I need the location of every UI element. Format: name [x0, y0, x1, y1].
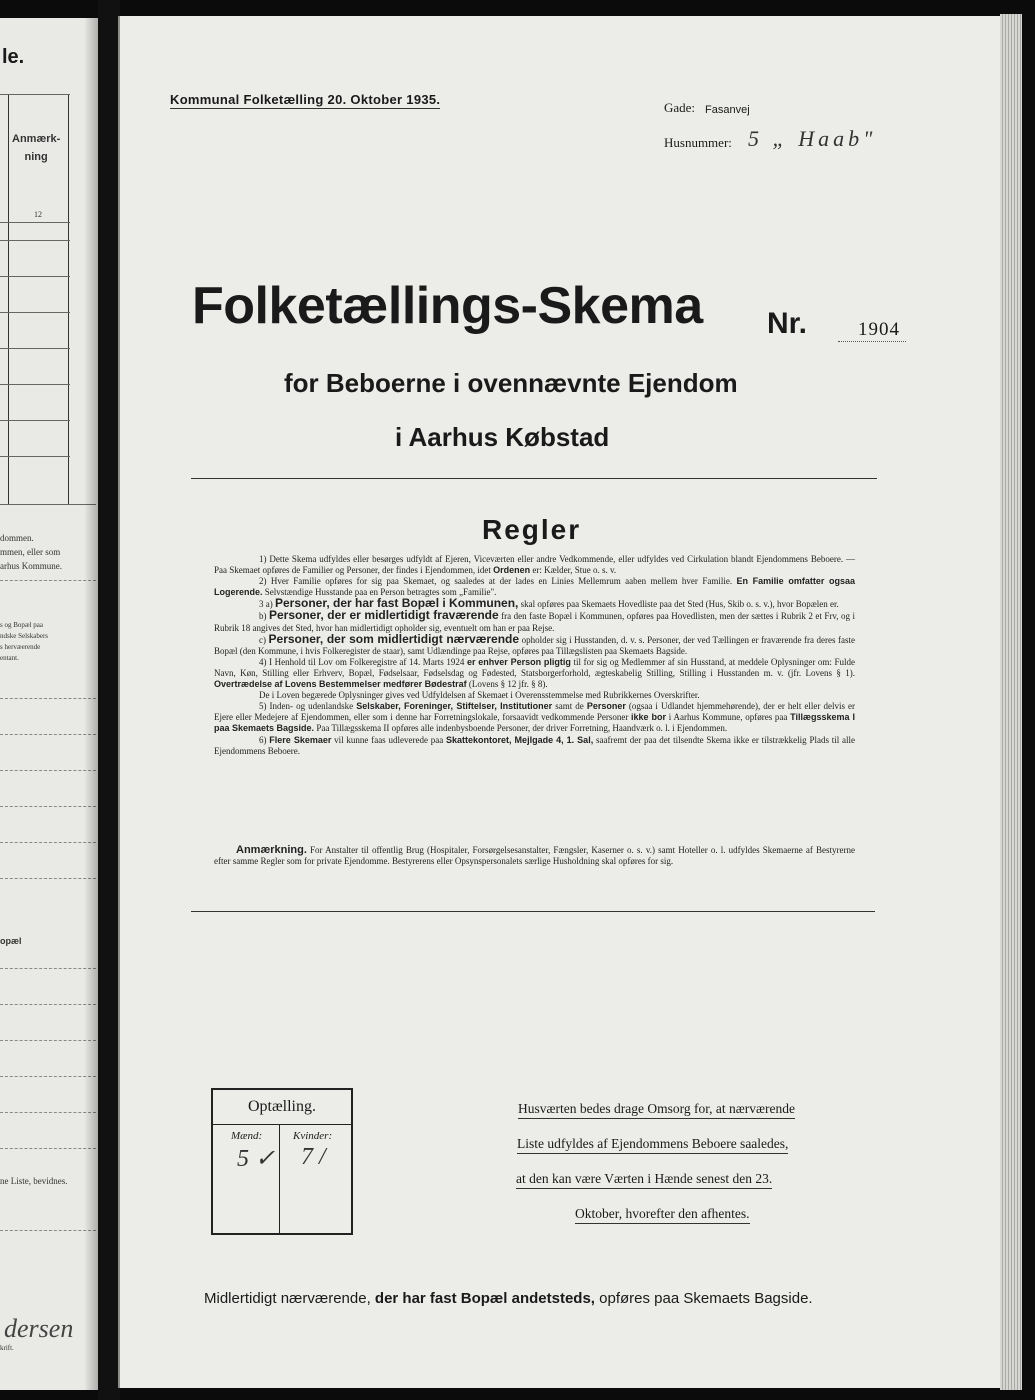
rule-text: (Lovens § 12 jfr. § 8).	[466, 679, 548, 690]
left-page-rule	[0, 420, 70, 421]
remark-text: For Anstalter til offentlig Brug (Hospitaler, Forsørgelsesanstalter, Fængsler, Kaserner o. s. v.) samt Hoteller o. l. udfyldes Skemaerne af Bestyrerne efter samme Regler som for private Ejendomme. Bestyrerens eller Opsynspersonalets særlige Husholdning skal opføres for sig.	[214, 845, 855, 867]
rule-text: er: Kælder, Stue o. s. v.	[530, 565, 617, 576]
rule-emphasis: Ordenen	[493, 565, 531, 576]
rule-text: samt de	[552, 701, 587, 712]
street-value: Fasanvej	[705, 104, 750, 116]
left-page-rule	[0, 240, 70, 241]
left-page-dotted-line	[0, 806, 96, 808]
rule-1	[214, 554, 855, 576]
count-box-divider	[279, 1124, 280, 1233]
left-page-text: mmen, eller som	[0, 547, 61, 557]
footer-emphasis: der har fast Bopæl andetsteds,	[374, 1290, 595, 1307]
remark-paragraph	[214, 845, 855, 868]
left-page-text: ndske Selskabers	[0, 632, 49, 640]
remark-block	[214, 845, 855, 868]
rule-emphasis: ikke bor	[631, 712, 667, 723]
rule-emphasis: Selskaber, Foreninger, Stiftelser, Institutioner	[356, 701, 553, 712]
left-page-title: le.	[2, 46, 25, 68]
left-page-dotted-line	[0, 968, 96, 970]
rule-text: Selvstændige Husstande paa en Person betragtes som „Familie".	[262, 587, 497, 598]
house-number-label: Husnummer:	[664, 135, 732, 150]
left-page-dotted-line	[0, 842, 96, 844]
rule-text: 4) I Henhold til Lov om Folkeregistre af 14. Marts 1924	[259, 656, 467, 667]
left-page-text: arhus Kommune.	[0, 561, 62, 571]
rule-text: skal opføres paa Skemaets Hovedliste paa det Sted (Hus, Skib o. s. v.), hvor Bopælen er.	[518, 599, 839, 610]
left-page-rule	[0, 222, 70, 223]
rule-text: 1) Dette Skema udfyldes eller besørges udfyldt af Ejeren, Viceværten eller andre Vedkommende, eller udfyldes ved Cirkulation blandt Ejendommens Beboere. — Paa Skemaet opføres de Familier og Personer, der findes i Ejendommen, idet	[214, 554, 855, 576]
host-notice-line: Oktober, hvorefter den afhentes.	[575, 1206, 750, 1224]
left-page-dotted-line	[0, 878, 96, 880]
rule-text: 5) Inden- og udenlandske	[259, 701, 357, 712]
left-page-text: s og Bopæl paa	[0, 621, 43, 629]
host-notice-line: at den kan være Værten i Hænde senest den 23.	[516, 1171, 772, 1189]
left-page-column-header: Anmærk- ning	[12, 133, 61, 163]
rule-5	[214, 701, 855, 734]
census-header: Kommunal Folketælling 20. Oktober 1935.	[170, 92, 441, 107]
left-page-dotted-line	[0, 580, 96, 582]
rule-emphasis: Personer, der har fast Bopæl i Kommunen,	[275, 596, 519, 611]
rule-text: 6)	[259, 734, 270, 745]
rule-text: b)	[259, 611, 269, 622]
left-page-dotted-line	[0, 1076, 96, 1078]
left-page-text: s hervæerende	[0, 643, 41, 651]
rule-emphasis: Personer, der er midlertidigt fraværende	[268, 608, 499, 623]
form-number-label: Nr.	[767, 307, 808, 340]
left-page-rule	[0, 348, 70, 349]
form-subtitle-city: i Aarhus Købstad	[395, 422, 610, 452]
rule-4-note	[214, 690, 855, 701]
left-page-text: opæl	[0, 936, 22, 946]
rules-body	[214, 554, 855, 757]
divider	[191, 911, 875, 912]
rule-emphasis: Tillægsskema I paa Skemaets Bagside.	[214, 712, 855, 734]
form-number-value: 1904	[858, 319, 900, 340]
left-page-fragment	[0, 18, 100, 1390]
women-label: Kvinder:	[293, 1130, 333, 1142]
rule-text: opholder sig i Husstanden, d. v. s. Personer, der ved Tællingen er fraværende fra deres faste Bopæl (den Kommune, i hvis Folkeregister de staar), samt Udlændinge paa Rejse, opføres paa Tillægslisten paa Skemaets Bagside.	[214, 634, 856, 656]
men-count: 5 ✓	[237, 1146, 276, 1172]
rule-text: fra den faste Bopæl i Kommunen, opføres paa Hovedlisten, men der sættes i Rubrik 2 et Frv, og i Rubrik 18 angives det Sted, hvor han midlertidigt opholder sig, eventuelt om han er paa Rejse.	[214, 611, 855, 633]
left-page-text: dommen.	[0, 533, 34, 543]
rule-text: i Aarhus Kommune, opføres paa	[666, 712, 791, 723]
rule-emphasis: Personer	[586, 701, 626, 712]
rule-2	[214, 576, 855, 598]
left-page-dotted-line	[0, 1040, 96, 1042]
count-box	[211, 1088, 353, 1235]
left-page-dotted-line	[0, 1148, 96, 1150]
rule-emphasis: Personer, der som midlertidigt nærværende	[268, 631, 520, 646]
rule-text: til for sig og Medlemmer af sin Husstand, at meddele Oplysninger om: Fulde Navn, Køn, Stilling eller Erhverv, Bopæl, Fødselsaar, Fødselsdag og Fødested, Statsborgerforhold, ægteskabelig Stilling, Stilling i Husstanden m. v. (jfr. Lovens § 1).	[214, 656, 855, 678]
rule-emphasis: Overtrædelse af Lovens Bestemmelser medfører Bødestraf	[214, 679, 467, 690]
rules-heading: Regler	[482, 514, 582, 545]
rule-emphasis: Skattekontoret, Mejlgade 4, 1. Sal,	[446, 734, 594, 745]
book-spine	[98, 0, 120, 1400]
count-box-title: Optælling.	[213, 1090, 351, 1125]
rule-text: (ogsaa i Udlandet hjemmehørende), der er helt eller delvis er Ejere eller Medejere af Ejendommen, eller som i denne har Forretningslokale, forsaavidt vedkommende Personer	[214, 701, 856, 723]
left-page-rule	[0, 384, 70, 385]
rule-6	[214, 735, 855, 757]
left-page-text: ne Liste, bevidnes.	[0, 1176, 68, 1186]
form-subtitle: for Beboerne i ovennævnte Ejendom	[284, 368, 738, 398]
left-page-rule	[0, 312, 70, 313]
left-page-rule	[0, 456, 70, 457]
rule-text: vil kunne faas udleverede paa	[331, 734, 447, 745]
rule-emphasis: En Familie omfatter ogsaa Logerende.	[214, 576, 855, 598]
left-page-text: krift.	[0, 1344, 14, 1352]
left-page-dotted-line	[0, 734, 96, 736]
form-number-line	[838, 341, 906, 342]
rule-text: saafremt der paa det tilsendte Skema ikke er tilstrækkelig Plads til alle Ejendommens Beboere.	[214, 734, 856, 756]
rule-text: De i Loven begærede Oplysninger gives ved Udfyldelsen af Skemaet i Overensstemmelse med Rubrikkernes Overskrifter.	[259, 690, 700, 701]
host-notice-line: Liste udfyldes af Ejendommens Beboere saaledes,	[517, 1136, 788, 1154]
rule-emphasis: Flere Skemaer	[269, 734, 332, 745]
divider	[191, 478, 877, 479]
left-page-column-number: 12	[34, 210, 42, 219]
left-page-column-line	[68, 94, 69, 504]
host-notice-line: Husværten bedes drage Omsorg for, at nærværende	[518, 1101, 795, 1119]
left-page-dotted-line	[0, 770, 96, 772]
left-page-rule	[0, 504, 96, 505]
left-page-column-line	[8, 94, 9, 504]
remark-label: Anmærkning.	[236, 844, 307, 856]
page-shadow	[84, 18, 98, 1390]
rule-text: c)	[259, 634, 269, 645]
rule-4	[214, 657, 855, 690]
men-label: Mænd:	[231, 1130, 263, 1142]
footer-text: opføres paa Skemaets Bagside.	[594, 1290, 813, 1307]
street-label: Gade:	[664, 100, 696, 115]
rule-text: 3 a)	[259, 599, 275, 610]
footer-text: Midlertidigt nærværende,	[204, 1290, 375, 1307]
left-page-dotted-line	[0, 1230, 96, 1232]
left-page-text: entant.	[0, 654, 19, 662]
left-page-dotted-line	[0, 1004, 96, 1006]
rule-text: Paa Tillægsskema II opføres alle indenbysboende Personer, der driver Forretning, Haandværk o. l. i Ejendommen.	[314, 723, 728, 734]
footer-note	[204, 1290, 813, 1307]
rule-emphasis: er enhver Person pligtig	[466, 656, 571, 667]
left-page-rule	[0, 276, 70, 277]
rule-3b	[214, 610, 855, 633]
left-page-rule	[0, 94, 70, 95]
page-stack-edge	[1000, 14, 1022, 1390]
house-number-value: 5 „ Haab"	[748, 126, 877, 151]
left-page-dotted-line	[0, 1112, 96, 1114]
left-page-signature: dersen	[4, 1314, 74, 1343]
form-title: Folketællings-Skema	[192, 277, 703, 335]
rule-3c	[214, 631, 856, 657]
rule-text: 2) Hver Familie opføres for sig paa Skemaet, og saaledes at der lades en Linies Mellemrum aaben mellem hver Familie.	[259, 576, 737, 587]
women-count: 7 /	[301, 1144, 326, 1170]
left-page-dotted-line	[0, 698, 96, 700]
